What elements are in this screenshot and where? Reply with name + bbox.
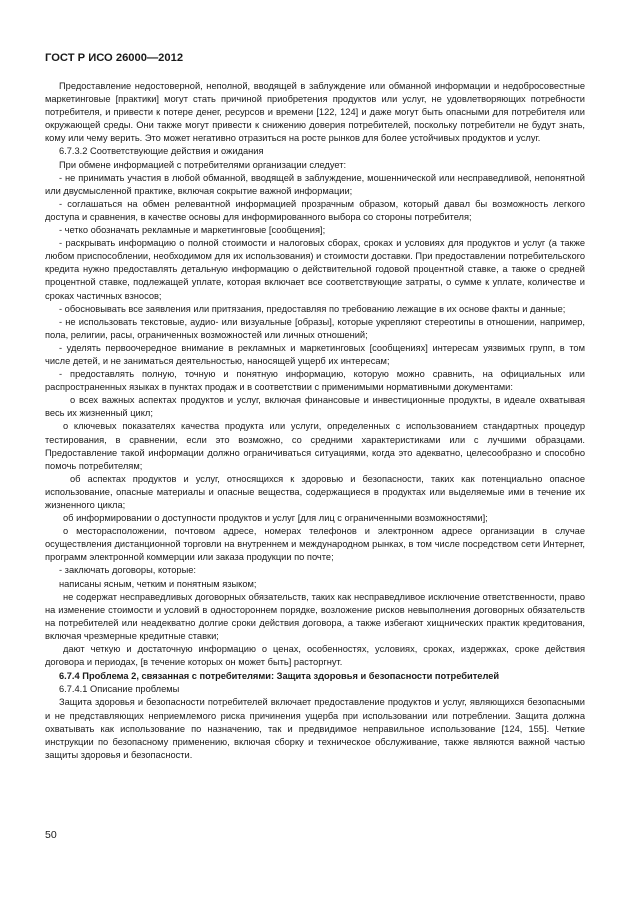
section-heading: 6.7.4 Проблема 2, связанная с потребителями: Защита здоровья и безопасности потребителей bbox=[59, 671, 500, 682]
paragraph: Предоставление недостоверной, неполной, вводящей в заблуждение или обманной информации и недобросовестные маркетинговые [практики] могут стать причиной приобретения продуктов или услуг, не удовлетворяющих потребности потребителя, и привести к потере денег, ресурсов и времени [122, 124] и даже могут быть опасными для потребителя или окружающей среды. Они также могут привести к снижению доверия потребителей, поскольку потребители не будут знать, кому или чему верить. Это может негативно отразиться на росте рынков для более устойчивых продуктов и услуг. bbox=[45, 81, 585, 144]
paragraph: При обмене информацией с потребителями организации следует: bbox=[59, 159, 347, 170]
sub-list-item: о всех важных аспектах продуктов и услуг, включая финансовые и инвестиционные продукты, в идеале охватывая весь их жизненный цикл; bbox=[45, 395, 585, 419]
document-body bbox=[45, 80, 585, 762]
sub-list-item: о месторасположении, почтовом адресе, номерах телефонов и электронном адресе организации в случае осуществления дистанционной торговли на внутреннем и международном рынках, в том числе посредством сети Интернет, программ электронной коммерции или заказа продукции по почте; bbox=[45, 526, 585, 563]
list-item: - предоставлять полную, точную и понятную информацию, которую можно сравнить, на официальных или распространенных языках в пунктах продаж и в соответствии с применимыми нормативными документами: bbox=[45, 369, 585, 393]
page-number: 50 bbox=[45, 829, 57, 841]
list-item: - четко обозначать рекламные и маркетинговые [сообщения]; bbox=[59, 225, 326, 236]
sub-list-item: о ключевых показателях качества продукта или услуги, определенных с использованием стандартных процедур тестирования, в сравнении, если это возможно, со средними характеристиками или с лучшими образцами. Предоставление такой информации должно ограничиваться ситуациями, когда это адекватно, целесообразно и способно помочь потребителям; bbox=[45, 421, 585, 471]
document-header: ГОСТ Р ИСО 26000—2012 bbox=[45, 52, 184, 64]
sub-list-item: дают четкую и достаточную информацию о ценах, особенностях, условиях, сроках, издержках, сроке действия договора и периодах, [в течение которых он может быть] расторгнут. bbox=[45, 644, 585, 668]
section-title: 6.7.3.2 Соответствующие действия и ожидания bbox=[59, 146, 264, 157]
list-item: - уделять первоочередное внимание в рекламных и маркетинговых [сообщениях] интересам уязвимых групп, в том числе детей, и не заниматься деятельностью, наносящей ущерб их интересам; bbox=[45, 342, 585, 366]
sub-list-item: не содержат несправедливых договорных обязательств, таких как несправедливое исключение ответственности, право на изменение стоимости и условий в одностороннем порядке, возложение рисков невыполнения договорных обязательств на потребителей или неадекватно долгие сроки действия договора, а также избегают хищнических практик кредитования, включая чрезмерные кредитные ставки; bbox=[45, 591, 585, 641]
list-item: - заключать договоры, которые: bbox=[59, 565, 197, 576]
sub-list-item: об аспектах продуктов и услуг, относящихся к здоровью и безопасности, таких как потенциально опасное использование, опасные материалы и опасные вещества, содержащиеся в продуктах или выделяемые ими в течение их жизненного цикла; bbox=[45, 473, 585, 510]
list-item: - обосновывать все заявления или притязания, предоставляя по требованию лежащие в их основе факты и данные; bbox=[59, 303, 566, 314]
list-item: - не использовать текстовые, аудио- или визуальные [образы], которые укрепляют стереотипы в отношении, например, пола, религии, расы, ограниченных возможностей или личных отношений; bbox=[45, 316, 585, 340]
paragraph: Защита здоровья и безопасности потребителей включает предоставление продуктов и услуг, являющихся безопасными и не представляющих неприемлемого риска причинения ущерба при использовании или потреблении. Защита должна охватывать как использование по назначению, так и предвидимое неправильное использование [124, 155]. Четкие инструкции по безопасному применению, включая сборку и техническое обслуживание, также являются важной частью защиты здоровья и безопасности. bbox=[45, 697, 585, 760]
sub-list-item: написаны ясным, четким и понятным языком; bbox=[59, 578, 257, 589]
list-item: - соглашаться на обмен релевантной информацией прозрачным образом, который давал бы возможность легкого доступа и сравнения, в качестве основы для информированного выбора со стороны потребителя; bbox=[45, 198, 585, 222]
sub-list-item: об информировании о доступности продуктов и услуг [для лиц с ограниченными возможностями]; bbox=[63, 513, 488, 524]
list-item: - не принимать участия в любой обманной, вводящей в заблуждение, мошеннической или несправедливой, непонятной или двусмысленной практике, включая сокрытие важной информации; bbox=[45, 172, 585, 196]
list-item: - раскрывать информацию о полной стоимости и налоговых сборах, сроках и условиях для продуктов и услуг (а также любом приспособлении, необходимом для их использования) и стоимости доставки. При предоставлении потребительского кредита нужно предоставлять детальную информацию о действительной годовой процентной ставке, а также о средней процентной ставке, подлежащей уплате, которая включает все соответствующие затраты, о сумме к уплате, количестве и сроках частичных взносов; bbox=[45, 238, 585, 301]
subsection-title: 6.7.4.1 Описание проблемы bbox=[59, 684, 180, 695]
